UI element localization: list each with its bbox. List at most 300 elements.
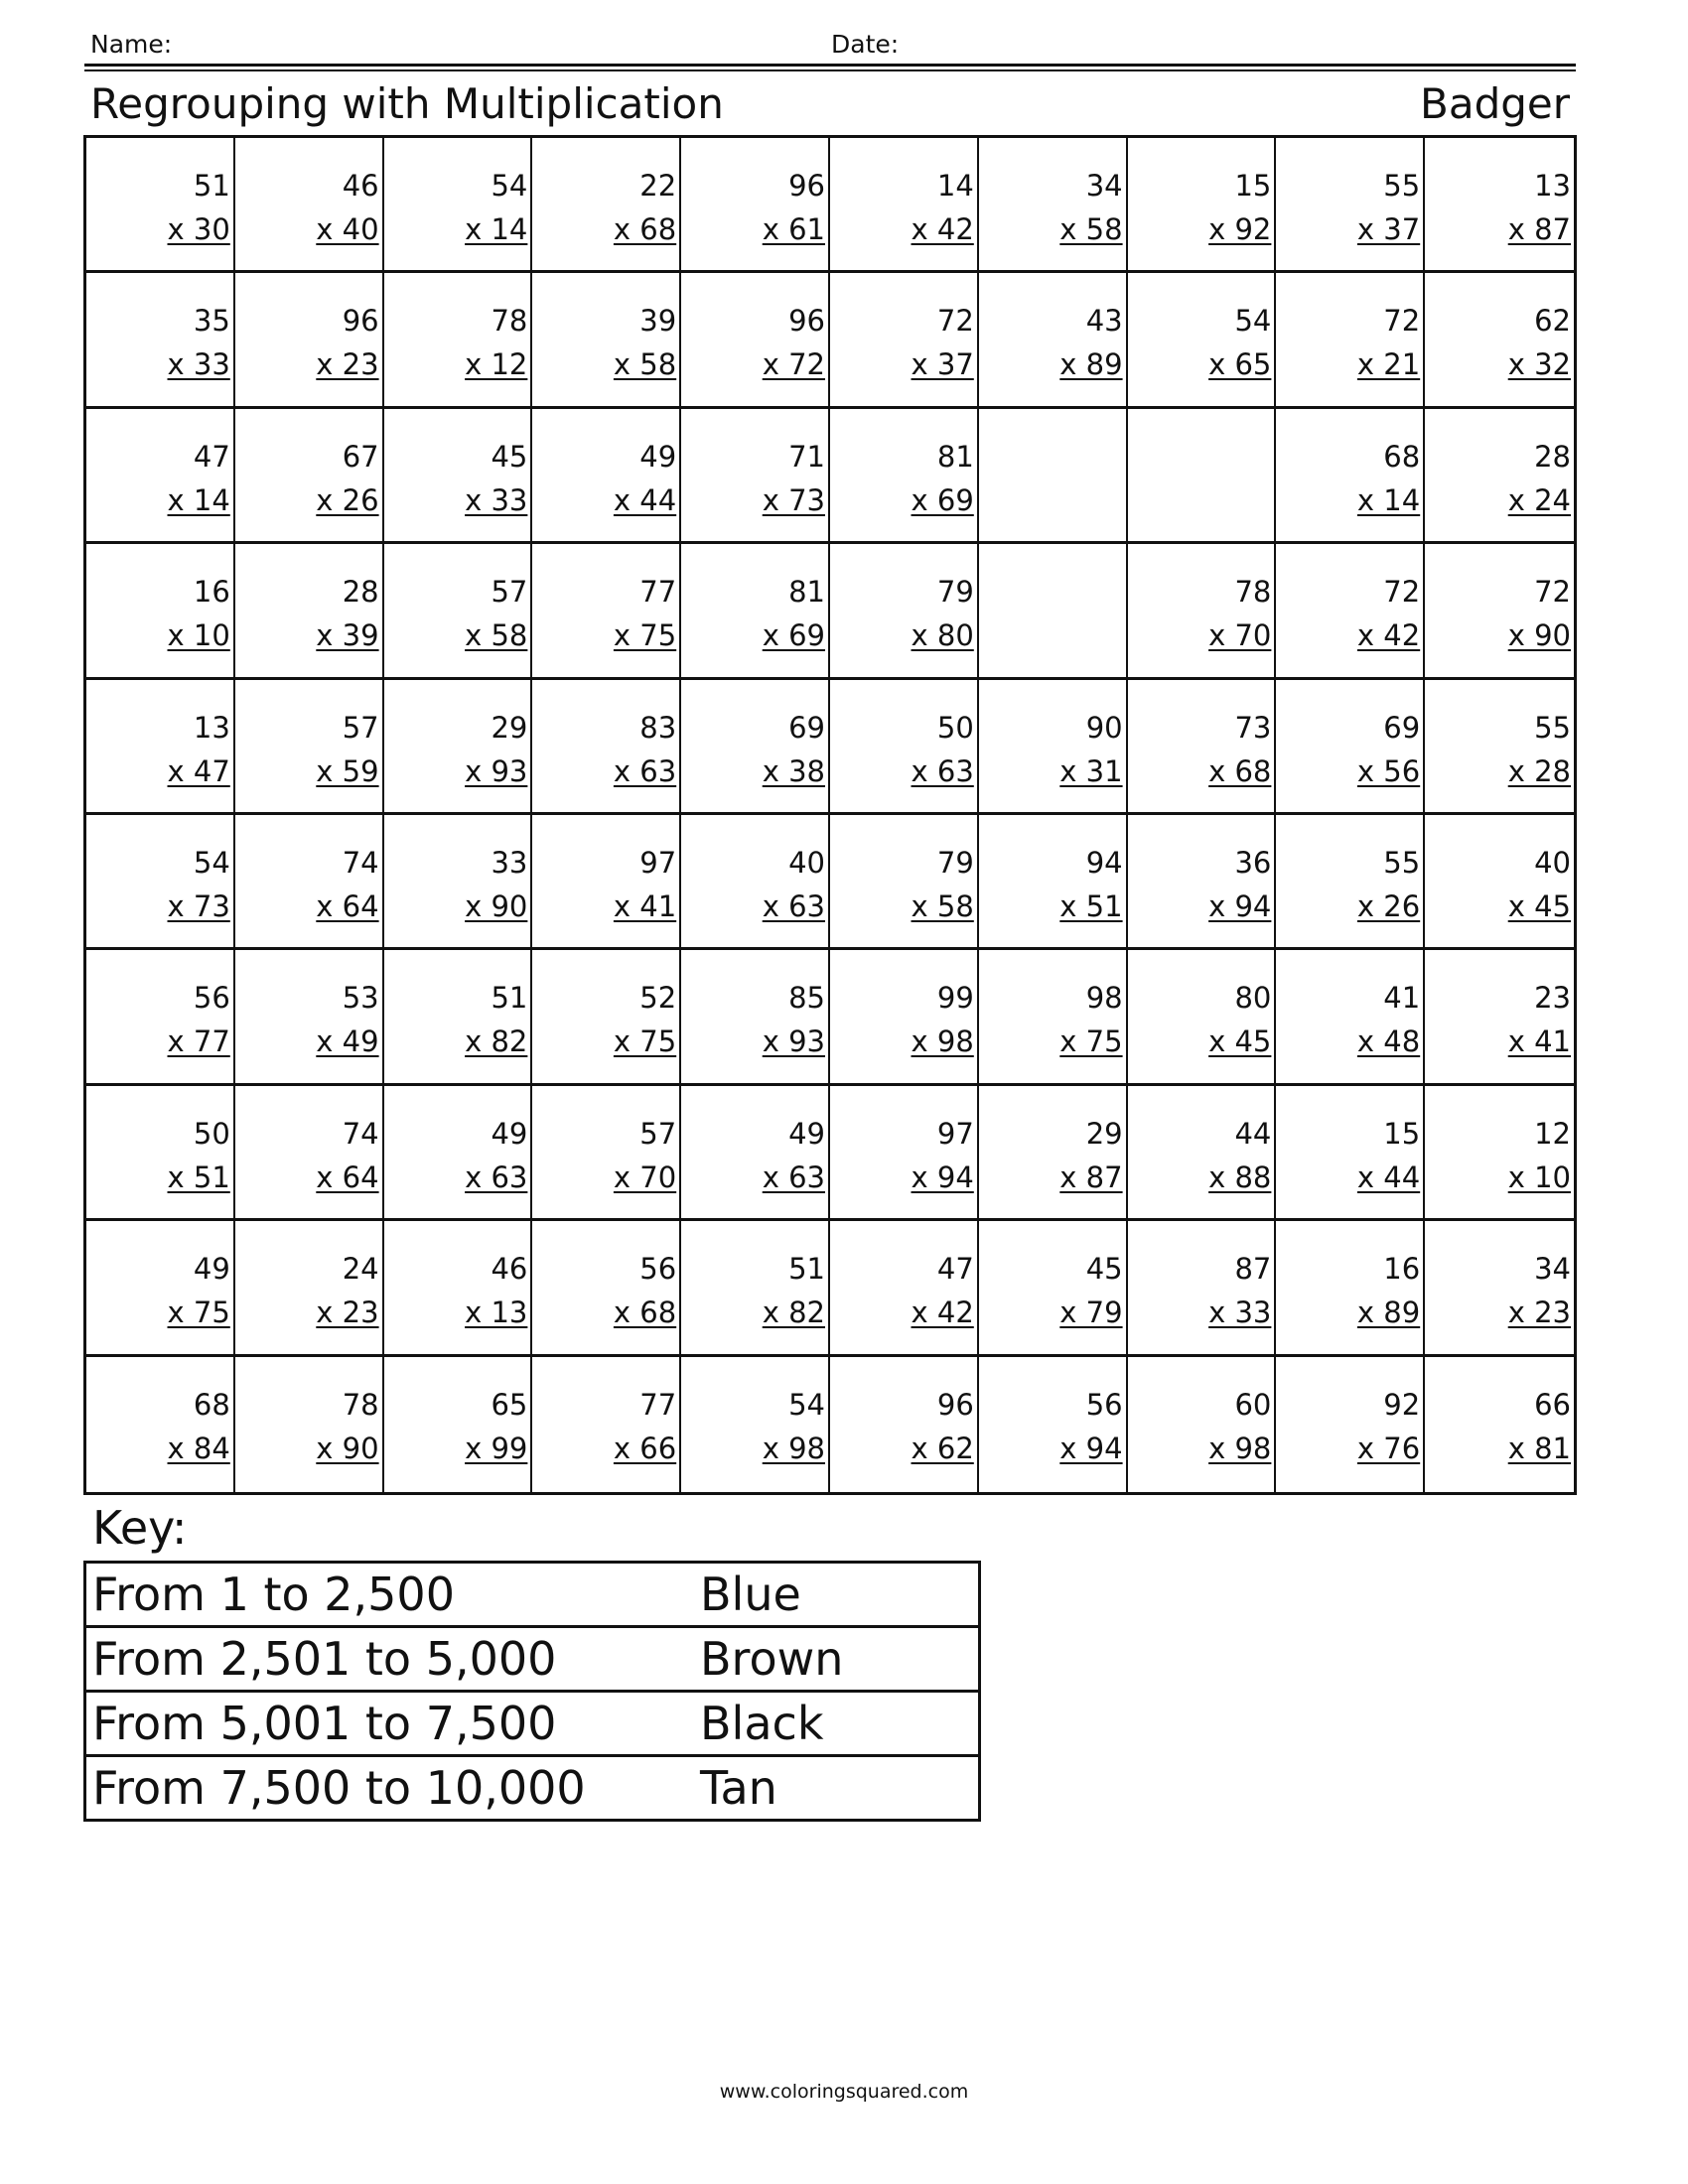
key-row bbox=[85, 1563, 980, 1627]
multiplicand: 54 bbox=[1234, 304, 1272, 339]
multiplicand: 62 bbox=[1534, 304, 1571, 339]
multiplication-problem bbox=[465, 164, 527, 251]
multiplicand: 47 bbox=[193, 439, 230, 474]
multiplication-problem bbox=[1508, 435, 1571, 522]
multiplier: x 47 bbox=[167, 753, 230, 788]
multiplier: x 73 bbox=[167, 888, 230, 923]
grid-cell[interactable] bbox=[830, 138, 979, 273]
multiplicand: 39 bbox=[639, 304, 677, 339]
multiplicand: 96 bbox=[788, 304, 825, 339]
grid-cell[interactable] bbox=[1276, 544, 1425, 679]
multiplication-problem bbox=[168, 841, 230, 928]
grid-cell[interactable] bbox=[86, 544, 235, 679]
multiplication-problem bbox=[1208, 706, 1271, 793]
multiplicand: 79 bbox=[936, 845, 974, 880]
multiplicand: 72 bbox=[1534, 575, 1571, 610]
multiplier: x 87 bbox=[1059, 1160, 1123, 1194]
multiplicand: 34 bbox=[1085, 169, 1123, 203]
multiplicand: 52 bbox=[639, 981, 677, 1016]
multiplication-problem bbox=[763, 1112, 825, 1199]
multiplicand: 29 bbox=[491, 710, 528, 745]
multiplicand: 55 bbox=[1534, 710, 1571, 745]
multiplicand: 15 bbox=[1234, 169, 1272, 203]
multiplication-problem bbox=[614, 1383, 676, 1470]
multiplier: x 26 bbox=[1356, 888, 1421, 923]
name-label: Name: bbox=[90, 30, 173, 59]
multiplicand: 69 bbox=[1383, 710, 1421, 745]
multiplier: x 23 bbox=[316, 1296, 379, 1330]
multiplication-problem bbox=[912, 976, 974, 1063]
name-date-row bbox=[84, 30, 1576, 62]
multiplication-problem bbox=[1208, 164, 1271, 251]
multiplier: x 58 bbox=[911, 888, 974, 923]
grid-cell[interactable] bbox=[681, 1086, 830, 1221]
multiplication-problem bbox=[912, 164, 974, 251]
grid-cell[interactable] bbox=[1425, 409, 1574, 544]
key-range: From 7,500 to 10,000 bbox=[85, 1756, 695, 1821]
multiplication-problem bbox=[614, 841, 676, 928]
multiplicand: 40 bbox=[1534, 845, 1571, 880]
grid-cell[interactable] bbox=[1276, 1221, 1425, 1356]
multiplier: x 87 bbox=[1507, 212, 1571, 246]
multiplier: x 45 bbox=[1507, 888, 1571, 923]
multiplicand: 54 bbox=[193, 845, 230, 880]
grid-cell[interactable] bbox=[681, 950, 830, 1085]
title-row bbox=[84, 79, 1576, 131]
key-range: From 5,001 to 7,500 bbox=[85, 1692, 695, 1756]
multiplier: x 94 bbox=[911, 1160, 974, 1194]
grid-cell[interactable] bbox=[384, 1086, 533, 1221]
multiplicand: 69 bbox=[788, 710, 825, 745]
grid-cell[interactable] bbox=[86, 1357, 235, 1492]
grid-cell[interactable] bbox=[1425, 1357, 1574, 1492]
multiplier: x 32 bbox=[1507, 347, 1571, 382]
grid-cell[interactable] bbox=[1276, 815, 1425, 950]
multiplier: x 69 bbox=[762, 618, 825, 653]
multiplier: x 81 bbox=[1507, 1431, 1571, 1465]
multiplier: x 90 bbox=[465, 888, 528, 923]
grid-cell[interactable] bbox=[681, 680, 830, 815]
grid-cell[interactable] bbox=[532, 1086, 681, 1221]
multiplier: x 68 bbox=[1208, 753, 1272, 788]
grid-cell[interactable] bbox=[86, 950, 235, 1085]
multiplicand: 13 bbox=[193, 710, 230, 745]
grid-cell[interactable] bbox=[384, 544, 533, 679]
grid-cell[interactable] bbox=[235, 1357, 384, 1492]
multiplier: x 21 bbox=[1356, 347, 1421, 382]
multiplier: x 75 bbox=[613, 1024, 677, 1059]
multiplication-problem bbox=[614, 570, 676, 657]
color-key-table bbox=[83, 1561, 981, 1822]
grid-cell[interactable] bbox=[1128, 409, 1277, 544]
grid-cell[interactable] bbox=[235, 138, 384, 273]
multiplicand: 57 bbox=[491, 575, 528, 610]
multiplier: x 42 bbox=[911, 212, 974, 246]
grid-cell[interactable] bbox=[1276, 409, 1425, 544]
grid-cell[interactable] bbox=[86, 815, 235, 950]
multiplier: x 14 bbox=[465, 212, 528, 246]
grid-cell[interactable] bbox=[1276, 950, 1425, 1085]
grid-cell[interactable] bbox=[979, 1357, 1128, 1492]
multiplication-problem bbox=[465, 841, 527, 928]
multiplicand: 47 bbox=[936, 1252, 974, 1287]
grid-cell[interactable] bbox=[1425, 1221, 1574, 1356]
multiplication-problem bbox=[168, 570, 230, 657]
multiplier: x 23 bbox=[316, 347, 379, 382]
grid-cell[interactable] bbox=[1425, 544, 1574, 679]
multiplier: x 64 bbox=[316, 1160, 379, 1194]
multiplication-problem bbox=[1059, 706, 1122, 793]
multiplicand: 72 bbox=[936, 304, 974, 339]
multiplier: x 76 bbox=[1356, 1431, 1421, 1465]
multiplication-problem bbox=[316, 435, 378, 522]
multiplicand: 28 bbox=[1534, 439, 1571, 474]
multiplication-problem bbox=[1508, 976, 1571, 1063]
grid-cell[interactable] bbox=[384, 138, 533, 273]
multiplication-problem bbox=[1357, 1112, 1420, 1199]
grid-cell[interactable] bbox=[1128, 1086, 1277, 1221]
multiplication-problem bbox=[763, 164, 825, 251]
multiplication-problem bbox=[316, 1247, 378, 1334]
multiplier: x 98 bbox=[1208, 1431, 1272, 1465]
grid-cell[interactable] bbox=[681, 815, 830, 950]
grid-cell[interactable] bbox=[532, 680, 681, 815]
multiplication-problem bbox=[912, 299, 974, 386]
grid-cell[interactable] bbox=[1276, 273, 1425, 408]
multiplier: x 28 bbox=[1507, 753, 1571, 788]
grid-cell[interactable] bbox=[979, 680, 1128, 815]
multiplicand: 81 bbox=[936, 439, 974, 474]
multiplier: x 72 bbox=[762, 347, 825, 382]
multiplicand: 80 bbox=[1234, 981, 1272, 1016]
grid-cell[interactable] bbox=[235, 409, 384, 544]
multiplier: x 80 bbox=[911, 618, 974, 653]
multiplication-problem bbox=[465, 435, 527, 522]
multiplier: x 63 bbox=[762, 888, 825, 923]
multiplicand: 23 bbox=[1534, 981, 1571, 1016]
grid-cell[interactable] bbox=[979, 544, 1128, 679]
multiplicand: 96 bbox=[936, 1387, 974, 1422]
grid-cell[interactable] bbox=[532, 544, 681, 679]
grid-cell[interactable] bbox=[1276, 138, 1425, 273]
multiplier: x 75 bbox=[613, 618, 677, 653]
multiplicand: 71 bbox=[788, 439, 825, 474]
multiplicand: 51 bbox=[193, 169, 230, 203]
grid-cell[interactable] bbox=[1425, 815, 1574, 950]
multiplication-problem bbox=[912, 706, 974, 793]
multiplicand: 90 bbox=[1085, 710, 1123, 745]
multiplicand: 57 bbox=[639, 1116, 677, 1151]
multiplier: x 79 bbox=[1059, 1296, 1123, 1330]
key-color: Brown bbox=[694, 1627, 980, 1692]
multiplicand: 43 bbox=[1085, 304, 1123, 339]
multiplier: x 98 bbox=[762, 1431, 825, 1465]
grid-cell[interactable] bbox=[532, 138, 681, 273]
grid-cell[interactable] bbox=[1128, 815, 1277, 950]
multiplicand: 83 bbox=[639, 710, 677, 745]
multiplicand: 66 bbox=[1534, 1387, 1571, 1422]
multiplication-problem bbox=[168, 1112, 230, 1199]
multiplier: x 42 bbox=[1356, 618, 1421, 653]
grid-cell[interactable] bbox=[681, 138, 830, 273]
grid-cell[interactable] bbox=[384, 815, 533, 950]
multiplicand: 72 bbox=[1383, 304, 1421, 339]
multiplication-problem bbox=[465, 570, 527, 657]
multiplicand: 35 bbox=[193, 304, 230, 339]
multiplication-problem bbox=[316, 1383, 378, 1470]
multiplier: x 33 bbox=[465, 482, 528, 517]
multiplicand: 92 bbox=[1383, 1387, 1421, 1422]
multiplicand: 57 bbox=[342, 710, 379, 745]
grid-cell[interactable] bbox=[979, 1221, 1128, 1356]
multiplication-problem bbox=[1508, 841, 1571, 928]
multiplication-problem bbox=[1508, 706, 1571, 793]
multiplication-problem bbox=[763, 706, 825, 793]
multiplicand: 94 bbox=[1085, 845, 1123, 880]
multiplier: x 92 bbox=[1208, 212, 1272, 246]
grid-cell[interactable] bbox=[681, 1357, 830, 1492]
grid-cell[interactable] bbox=[384, 680, 533, 815]
multiplication-problem bbox=[912, 1247, 974, 1334]
multiplier: x 58 bbox=[1059, 212, 1123, 246]
grid-cell[interactable] bbox=[235, 680, 384, 815]
grid-cell[interactable] bbox=[681, 1221, 830, 1356]
grid-cell[interactable] bbox=[681, 409, 830, 544]
multiplier: x 75 bbox=[1059, 1024, 1123, 1059]
multiplicand: 45 bbox=[491, 439, 528, 474]
multiplicand: 12 bbox=[1534, 1116, 1571, 1151]
key-color: Black bbox=[694, 1692, 980, 1756]
multiplicand: 74 bbox=[342, 1116, 379, 1151]
multiplier: x 65 bbox=[1208, 347, 1272, 382]
multiplier: x 10 bbox=[167, 618, 230, 653]
multiplication-problem bbox=[614, 706, 676, 793]
multiplication-problem bbox=[168, 164, 230, 251]
animal-name: Badger bbox=[1420, 79, 1570, 128]
multiplication-problem bbox=[763, 841, 825, 928]
grid-cell[interactable] bbox=[86, 409, 235, 544]
multiplicand: 85 bbox=[788, 981, 825, 1016]
grid-cell[interactable] bbox=[979, 815, 1128, 950]
multiplier: x 93 bbox=[762, 1024, 825, 1059]
multiplication-problem bbox=[1357, 1247, 1420, 1334]
multiplication-problem bbox=[614, 976, 676, 1063]
grid-cell[interactable] bbox=[1276, 1357, 1425, 1492]
multiplication-problem bbox=[1357, 976, 1420, 1063]
grid-cell[interactable] bbox=[86, 1086, 235, 1221]
multiplicand: 45 bbox=[1085, 1252, 1123, 1287]
grid-cell[interactable] bbox=[979, 138, 1128, 273]
multiplicand: 77 bbox=[639, 575, 677, 610]
multiplier: x 75 bbox=[167, 1296, 230, 1330]
multiplication-problem bbox=[1357, 164, 1420, 251]
multiplication-problem bbox=[316, 570, 378, 657]
grid-cell[interactable] bbox=[532, 815, 681, 950]
multiplier: x 66 bbox=[613, 1431, 677, 1465]
grid-cell[interactable] bbox=[1128, 273, 1277, 408]
grid-cell[interactable] bbox=[1128, 1221, 1277, 1356]
multiplier: x 14 bbox=[1356, 482, 1421, 517]
multiplicand: 51 bbox=[491, 981, 528, 1016]
grid-cell[interactable] bbox=[830, 273, 979, 408]
grid-cell[interactable] bbox=[830, 409, 979, 544]
multiplicand: 97 bbox=[936, 1116, 974, 1151]
multiplicand: 73 bbox=[1234, 710, 1272, 745]
grid-cell[interactable] bbox=[830, 1086, 979, 1221]
footer-url: www.coloringsquared.com bbox=[719, 2081, 969, 2103]
grid-cell[interactable] bbox=[830, 1357, 979, 1492]
multiplier: x 63 bbox=[465, 1160, 528, 1194]
grid-cell[interactable] bbox=[1128, 950, 1277, 1085]
multiplier: x 94 bbox=[1059, 1431, 1123, 1465]
multiplicand: 99 bbox=[936, 981, 974, 1016]
grid-cell[interactable] bbox=[384, 1221, 533, 1356]
grid-cell[interactable] bbox=[1425, 138, 1574, 273]
grid-cell[interactable] bbox=[830, 544, 979, 679]
multiplication-problem bbox=[465, 1383, 527, 1470]
key-color: Blue bbox=[694, 1563, 980, 1627]
grid-cell[interactable] bbox=[1425, 1086, 1574, 1221]
multiplier: x 31 bbox=[1059, 753, 1123, 788]
grid-cell[interactable] bbox=[1425, 273, 1574, 408]
grid-cell[interactable] bbox=[86, 1221, 235, 1356]
multiplier: x 49 bbox=[316, 1024, 379, 1059]
multiplier: x 73 bbox=[762, 482, 825, 517]
grid-cell[interactable] bbox=[532, 1221, 681, 1356]
grid-cell[interactable] bbox=[830, 1221, 979, 1356]
multiplication-problem bbox=[1508, 1383, 1571, 1470]
multiplier: x 94 bbox=[1208, 888, 1272, 923]
multiplication-problem bbox=[1357, 1383, 1420, 1470]
multiplication-problem bbox=[316, 1112, 378, 1199]
multiplicand: 28 bbox=[342, 575, 379, 610]
grid-cell[interactable] bbox=[1128, 544, 1277, 679]
grid-cell[interactable] bbox=[979, 950, 1128, 1085]
multiplier: x 99 bbox=[465, 1431, 528, 1465]
multiplicand: 68 bbox=[193, 1387, 230, 1422]
multiplier: x 41 bbox=[1507, 1024, 1571, 1059]
multiplicand: 29 bbox=[1085, 1116, 1123, 1151]
grid-cell[interactable] bbox=[681, 273, 830, 408]
header-rule-thin bbox=[84, 69, 1576, 71]
multiplication-problem bbox=[614, 1247, 676, 1334]
multiplier: x 63 bbox=[911, 753, 974, 788]
grid-cell[interactable] bbox=[979, 273, 1128, 408]
multiplication-problem bbox=[912, 570, 974, 657]
multiplicand: 56 bbox=[193, 981, 230, 1016]
multiplication-problem bbox=[1208, 299, 1271, 386]
grid-cell[interactable] bbox=[1128, 680, 1277, 815]
multiplication-problem bbox=[763, 1247, 825, 1334]
grid-cell[interactable] bbox=[86, 138, 235, 273]
grid-cell[interactable] bbox=[1128, 138, 1277, 273]
grid-cell[interactable] bbox=[235, 950, 384, 1085]
grid-cell[interactable] bbox=[830, 950, 979, 1085]
multiplicand: 36 bbox=[1234, 845, 1272, 880]
multiplicand: 49 bbox=[193, 1252, 230, 1287]
grid-cell[interactable] bbox=[384, 409, 533, 544]
multiplier: x 90 bbox=[316, 1431, 379, 1465]
grid-cell[interactable] bbox=[979, 1086, 1128, 1221]
multiplicand: 16 bbox=[193, 575, 230, 610]
grid-cell[interactable] bbox=[532, 273, 681, 408]
multiplicand: 49 bbox=[639, 439, 677, 474]
multiplicand: 78 bbox=[1234, 575, 1272, 610]
multiplication-problem bbox=[168, 435, 230, 522]
grid-cell[interactable] bbox=[86, 273, 235, 408]
multiplicand: 96 bbox=[342, 304, 379, 339]
multiplicand: 97 bbox=[639, 845, 677, 880]
multiplication-problem bbox=[1059, 1383, 1122, 1470]
multiplicand: 55 bbox=[1383, 169, 1421, 203]
multiplicand: 77 bbox=[639, 1387, 677, 1422]
grid-cell[interactable] bbox=[235, 815, 384, 950]
grid-cell[interactable] bbox=[681, 544, 830, 679]
multiplication-problem bbox=[1059, 1247, 1122, 1334]
grid-cell[interactable] bbox=[830, 815, 979, 950]
multiplication-problem bbox=[168, 299, 230, 386]
multiplication-problem bbox=[1357, 570, 1420, 657]
grid-cell[interactable] bbox=[384, 273, 533, 408]
multiplier: x 37 bbox=[911, 347, 974, 382]
multiplicand: 51 bbox=[788, 1252, 825, 1287]
multiplier: x 77 bbox=[167, 1024, 230, 1059]
grid-cell[interactable] bbox=[235, 1221, 384, 1356]
multiplier: x 26 bbox=[316, 482, 379, 517]
multiplication-problem bbox=[912, 1383, 974, 1470]
multiplier: x 69 bbox=[911, 482, 974, 517]
multiplicand: 49 bbox=[491, 1116, 528, 1151]
multiplication-problem bbox=[465, 1247, 527, 1334]
grid-cell[interactable] bbox=[1425, 950, 1574, 1085]
multiplication-problem bbox=[316, 841, 378, 928]
multiplication-problem bbox=[614, 164, 676, 251]
header-rule-thick bbox=[84, 64, 1576, 67]
multiplier: x 14 bbox=[167, 482, 230, 517]
grid-cell[interactable] bbox=[532, 409, 681, 544]
multiplication-problem bbox=[1059, 841, 1122, 928]
grid-cell[interactable] bbox=[532, 950, 681, 1085]
multiplier: x 70 bbox=[1208, 618, 1272, 653]
grid-cell[interactable] bbox=[235, 544, 384, 679]
grid-cell[interactable] bbox=[1128, 1357, 1277, 1492]
multiplicand: 67 bbox=[342, 439, 379, 474]
grid-cell[interactable] bbox=[235, 273, 384, 408]
multiplier: x 64 bbox=[316, 888, 379, 923]
multiplication-problem bbox=[1357, 299, 1420, 386]
grid-cell[interactable] bbox=[384, 1357, 533, 1492]
grid-cell[interactable] bbox=[384, 950, 533, 1085]
multiplier: x 68 bbox=[613, 1296, 677, 1330]
grid-cell[interactable] bbox=[86, 680, 235, 815]
multiplication-problem bbox=[1357, 435, 1420, 522]
grid-cell[interactable] bbox=[1425, 680, 1574, 815]
multiplicand: 16 bbox=[1383, 1252, 1421, 1287]
multiplier: x 12 bbox=[465, 347, 528, 382]
grid-cell[interactable] bbox=[235, 1086, 384, 1221]
grid-cell[interactable] bbox=[1276, 1086, 1425, 1221]
multiplier: x 70 bbox=[613, 1160, 677, 1194]
multiplication-problem bbox=[316, 976, 378, 1063]
multiplicand: 50 bbox=[193, 1116, 230, 1151]
grid-cell[interactable] bbox=[1276, 680, 1425, 815]
multiplication-problem bbox=[763, 976, 825, 1063]
multiplication-problem bbox=[1508, 299, 1571, 386]
key-row bbox=[85, 1756, 980, 1821]
grid-cell[interactable] bbox=[532, 1357, 681, 1492]
grid-cell[interactable] bbox=[830, 680, 979, 815]
grid-cell[interactable] bbox=[979, 409, 1128, 544]
